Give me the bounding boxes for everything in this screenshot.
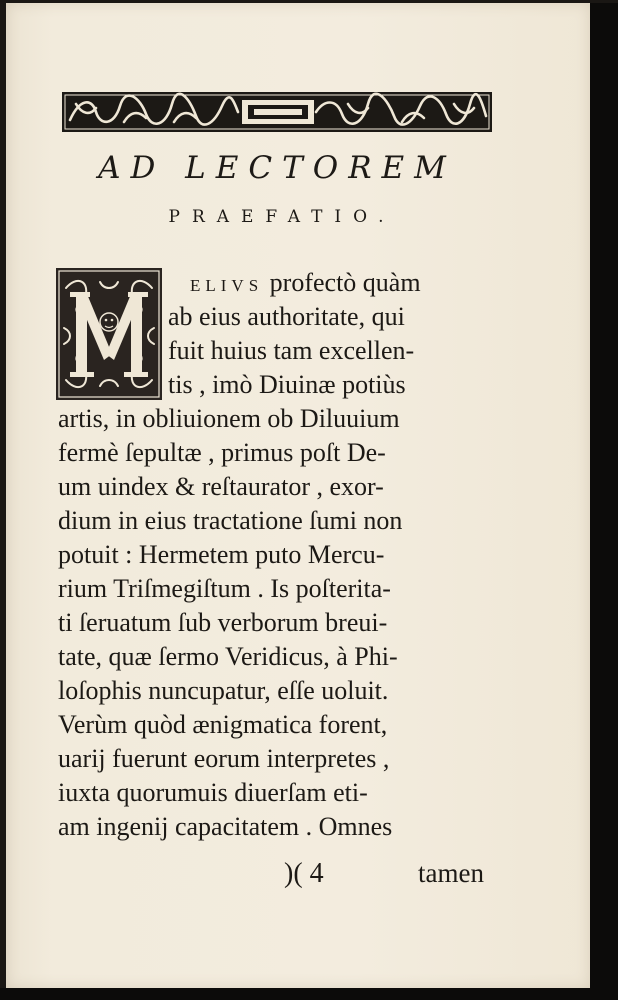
text-line: fuit huius tam excellen- — [168, 336, 415, 365]
text-line: ELIVS profectò quàm — [190, 268, 421, 297]
text-line: artis, in obliuionem ob Diluuium — [58, 404, 400, 433]
text-line: rium Triſmegiſtum . Is poſterita- — [58, 574, 391, 603]
text-line: ti ſeruatum ſub verborum breui- — [58, 608, 388, 637]
signature-mark: )( 4 — [284, 858, 324, 889]
text-line: ab eius authoritate, qui — [168, 302, 405, 331]
text-line: loſophis nuncupatur, eſſe uoluit. — [58, 676, 389, 705]
background-edge-bottom — [0, 988, 618, 1000]
decorated-initial-icon — [56, 268, 162, 400]
text-line: Verùm quòd ænigmatica forent, — [58, 710, 388, 739]
ornament-headpiece-icon — [62, 92, 492, 132]
text-line: tis , imò Diuinæ potiùs — [168, 370, 406, 399]
text-line: um uindex & reſtaurator , exor- — [58, 472, 384, 501]
text-line: am ingenij capacitatem . Omnes — [58, 812, 393, 841]
text-line: uarij fuerunt eorum interpretes , — [58, 744, 390, 773]
text-line: iuxta quorumuis diuerſam eti- — [58, 778, 368, 807]
text-line: tate, quæ ſermo Veridicus, à Phi- — [58, 642, 398, 671]
background-edge — [590, 3, 618, 1000]
text-line: potuit : Hermetem puto Mercu- — [58, 540, 385, 569]
page-subtitle: PRAEFATIO. — [168, 207, 396, 227]
catchword: tamen — [418, 858, 484, 888]
text-line: dium in eius tractatione ſumi non — [58, 506, 403, 535]
text-line: fermè ſepultæ , primus poſt De- — [58, 438, 386, 467]
page-title: AD LECTOREM — [98, 150, 456, 186]
